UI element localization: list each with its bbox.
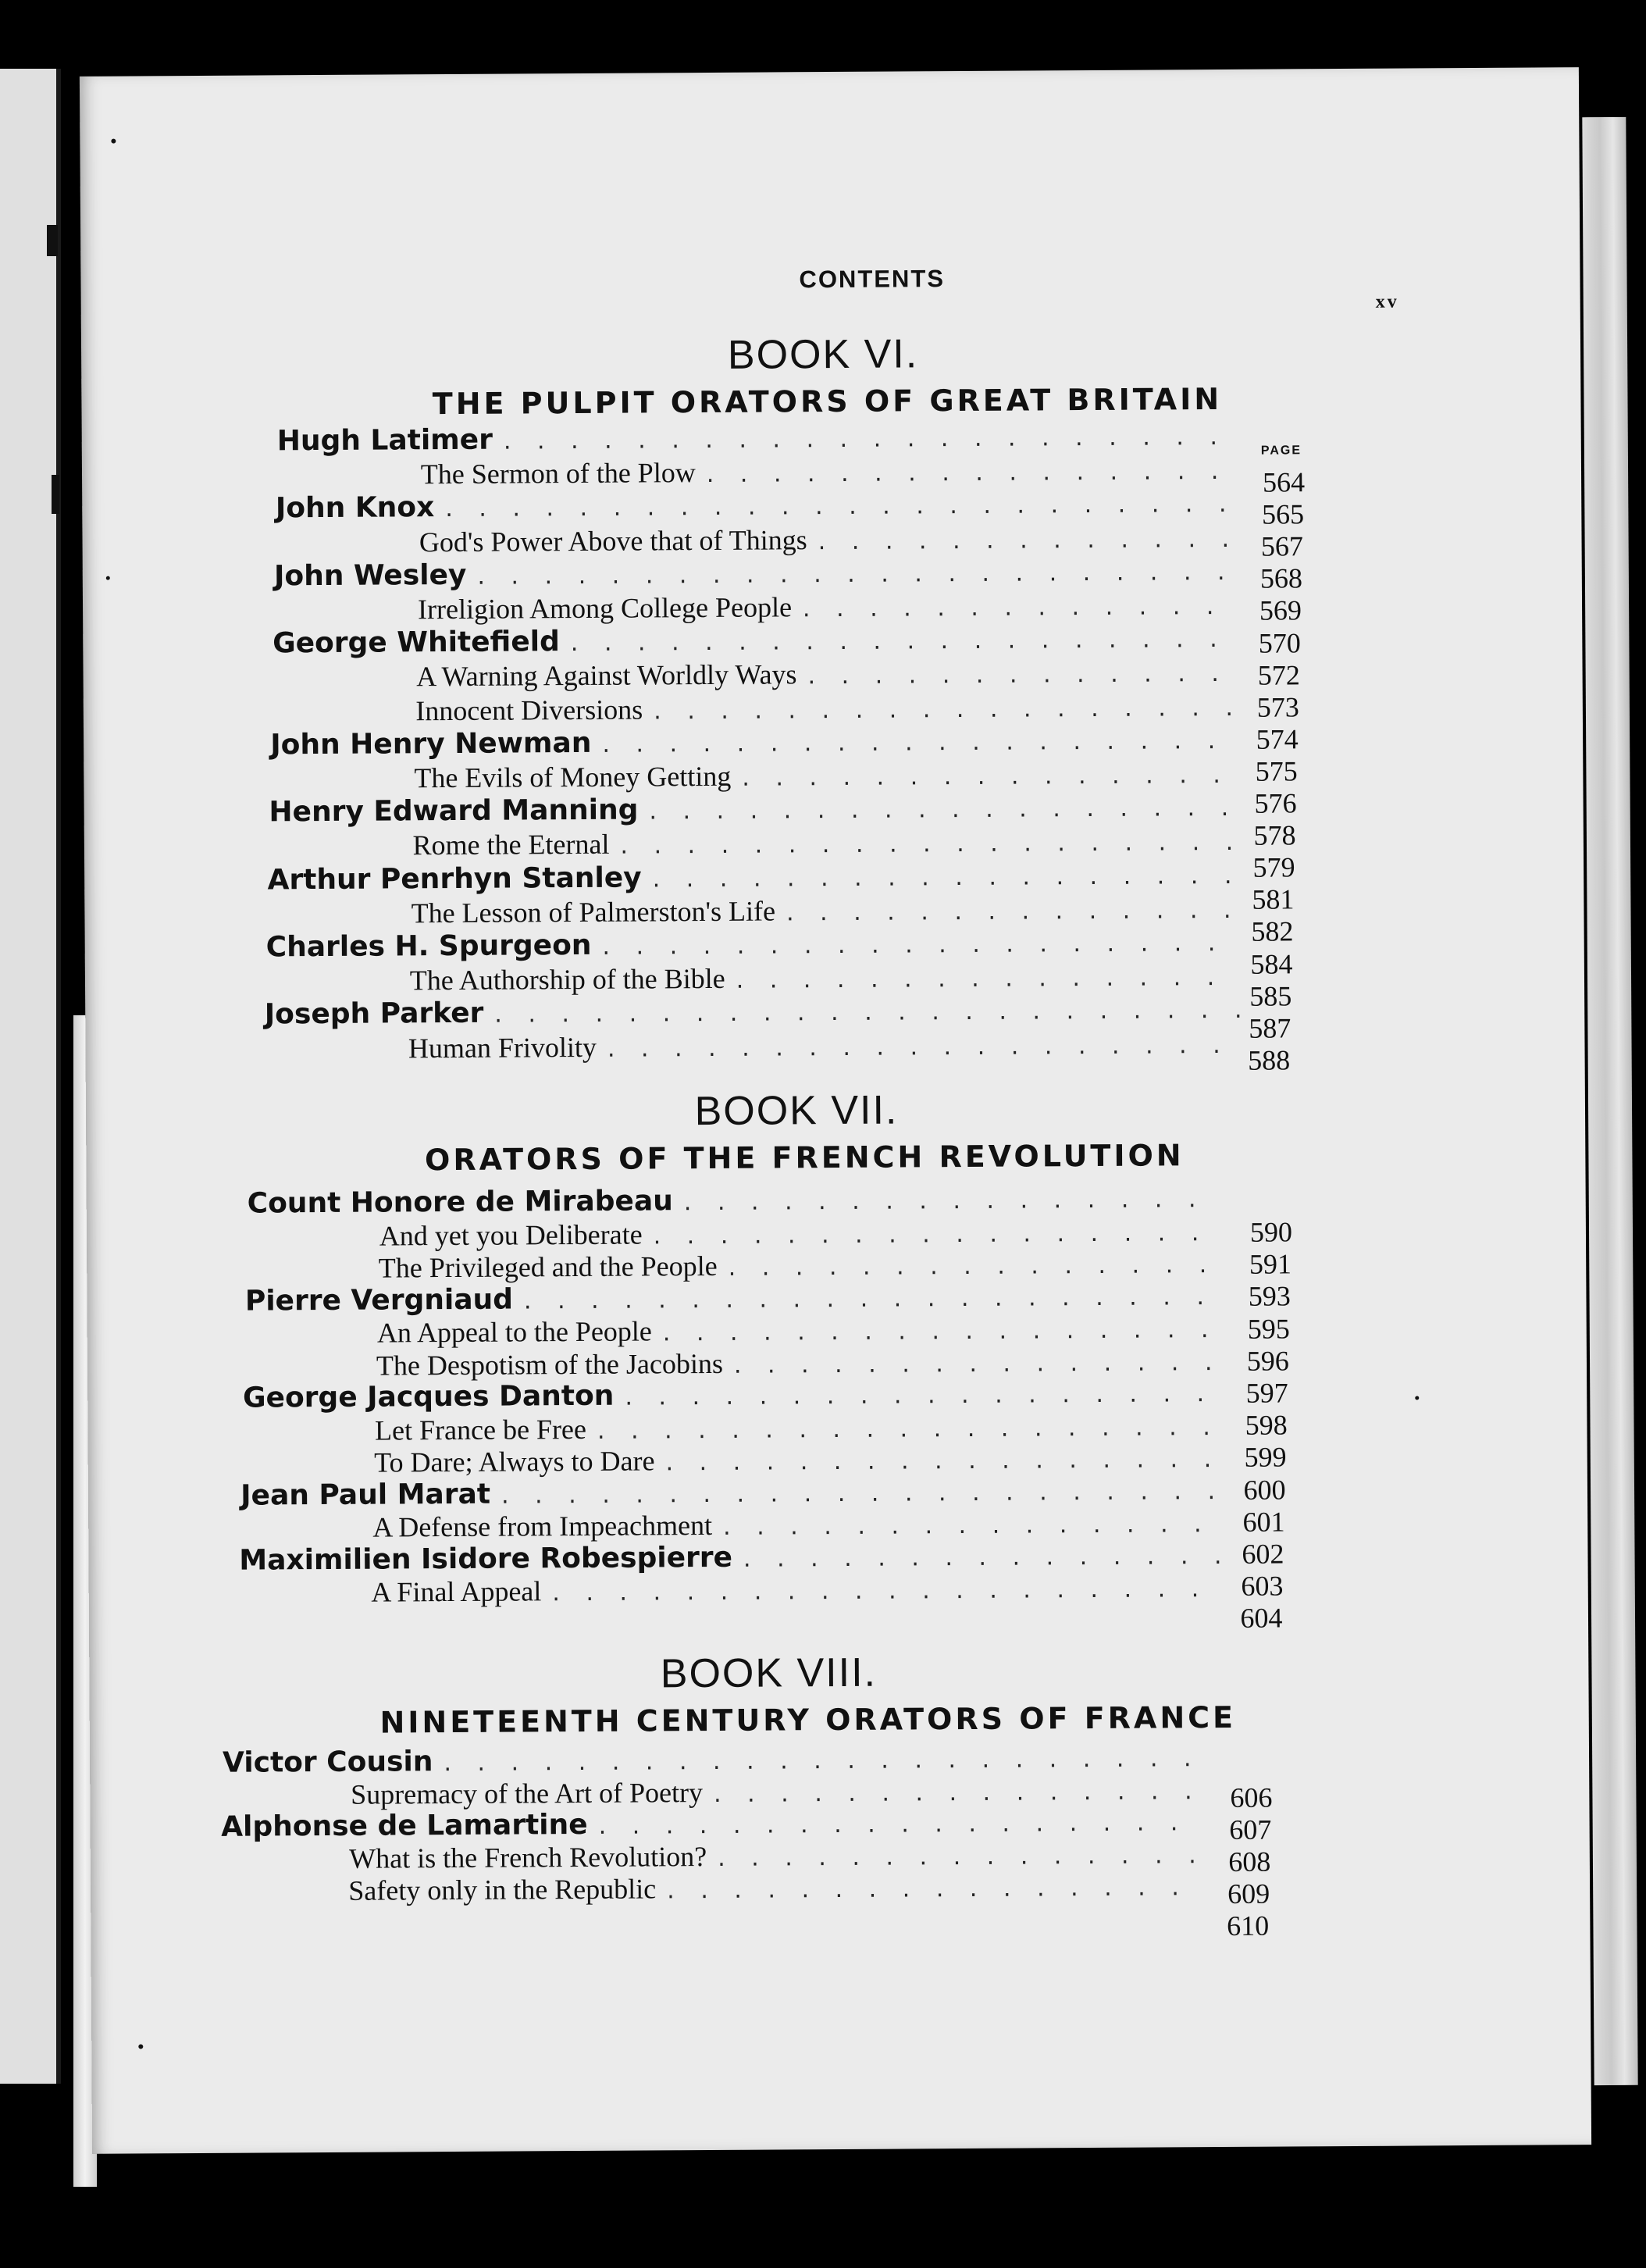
speech-title: Innocent Diversions: [415, 694, 643, 726]
page-number: 576: [1254, 787, 1297, 819]
speech-title: The Despotism of the Jacobins: [376, 1347, 724, 1382]
dot-leader: [742, 761, 1239, 792]
speech-entry: [410, 959, 1241, 997]
dot-leader: [723, 1510, 1220, 1541]
page-number: 599: [1244, 1441, 1287, 1474]
page-edge: [1582, 117, 1637, 2085]
speech-title: Supremacy of the Art of Poetry: [351, 1777, 704, 1810]
page-number: 601: [1242, 1506, 1285, 1538]
running-head: CONTENTS: [799, 265, 946, 294]
speech-entry: [372, 1506, 1220, 1544]
dot-leader: [571, 626, 1239, 657]
speech-title: A Warning Against Worldly Ways: [416, 658, 797, 693]
orator-name: Pierre Vergniaud: [244, 1283, 514, 1318]
orator-entry: [267, 858, 1240, 896]
dot-leader: [625, 1380, 1220, 1411]
dot-leader: [501, 1477, 1220, 1509]
speech-title: God's Power Above that of Things: [419, 523, 807, 558]
page-number: 606: [1230, 1781, 1273, 1813]
orator-entry: [243, 1376, 1220, 1414]
orator-entry: [269, 790, 1239, 829]
orator-name: George Jacques Danton: [242, 1379, 615, 1414]
dot-leader: [736, 964, 1241, 994]
orator-name: Jean Paul Marat: [240, 1478, 491, 1512]
dot-leader: [684, 1186, 1219, 1216]
dot-leader: [599, 1809, 1199, 1840]
speech-entry: [418, 588, 1238, 626]
page-number: 593: [1248, 1280, 1291, 1313]
dot-leader: [445, 490, 1238, 522]
dot-leader: [807, 660, 1238, 690]
dot-leader: [552, 1575, 1221, 1606]
dot-leader: [665, 1446, 1220, 1476]
page-number: 569: [1259, 594, 1302, 627]
orator-name: Hugh Latimer: [276, 423, 493, 458]
dot-leader: [663, 1316, 1220, 1346]
page-number: 567: [1260, 530, 1304, 562]
page-number: 585: [1249, 980, 1292, 1012]
speech-title: A Final Appeal: [371, 1575, 542, 1608]
page-number: 603: [1241, 1570, 1284, 1603]
page-number: 610: [1227, 1910, 1270, 1942]
speech-title: The Privileged and the People: [378, 1250, 718, 1284]
book-subtitle: ORATORS OF THE FRENCH REVOLUTION: [424, 1138, 1185, 1178]
page-column-label: PAGE: [1260, 444, 1302, 458]
page-number: 575: [1255, 755, 1298, 787]
page-number: 607: [1229, 1813, 1272, 1845]
dot-leader: [524, 1283, 1220, 1314]
page-number: 572: [1257, 658, 1300, 691]
dot-leader: [818, 525, 1238, 555]
book-subtitle: THE PULPIT ORATORS OF GREAT BRITAIN: [432, 381, 1223, 422]
page-number: 564: [1262, 466, 1306, 498]
speech-entry: [419, 520, 1238, 558]
orator-name: George Whitefield: [273, 626, 560, 660]
speech-title: To Dare; Always to Dare: [374, 1445, 655, 1478]
speech-entry: [376, 1344, 1220, 1382]
speech-entry: [416, 655, 1239, 693]
page-number: 604: [1240, 1602, 1283, 1635]
orator-name: Joseph Parker: [264, 997, 484, 1031]
dot-leader: [653, 861, 1241, 893]
dot-leader: [477, 558, 1238, 590]
dot-leader: [707, 458, 1238, 488]
dot-leader: [714, 1778, 1199, 1808]
speech-entry: [375, 1408, 1220, 1446]
orator-name: Henry Edward Manning: [269, 793, 639, 829]
page-number: 582: [1251, 915, 1294, 948]
speech-entry: [412, 892, 1241, 929]
dot-leader: [803, 593, 1238, 622]
dot-leader: [620, 829, 1240, 860]
speech-entry: [414, 757, 1239, 794]
book-heading: BOOK VIII.: [660, 1649, 878, 1697]
orator-name: Count Honore de Mirabeau: [247, 1185, 673, 1220]
dot-leader: [597, 1413, 1220, 1444]
speech-title: A Defense from Impeachment: [372, 1509, 713, 1543]
speech-title: Irreligion Among College People: [417, 591, 793, 626]
page-number: 584: [1250, 947, 1293, 980]
speech-entry: [374, 1441, 1220, 1479]
book-heading: BOOK VII.: [694, 1087, 899, 1135]
dot-leader: [786, 897, 1241, 927]
speech-title: The Lesson of Palmerston's Life: [411, 895, 776, 929]
page-number: 579: [1252, 851, 1295, 883]
page-number: 602: [1242, 1538, 1284, 1570]
orator-entry: [277, 419, 1238, 458]
speech-entry: [371, 1571, 1221, 1609]
page-number: 581: [1252, 883, 1295, 916]
speech-title: The Sermon of the Plow: [420, 457, 696, 490]
speech-title: Safety only in the Republic: [348, 1873, 657, 1906]
page-number: 573: [1256, 691, 1299, 723]
orator-name: John Henry Newman: [270, 726, 592, 761]
paper-speck: [1415, 1396, 1419, 1400]
page-folio: xv: [1375, 291, 1399, 312]
book-subtitle: NINETEENTH CENTURY ORATORS OF FRANCE: [379, 1699, 1237, 1740]
speech-entry: [379, 1246, 1220, 1285]
page-number: 568: [1259, 562, 1303, 594]
speech-title: An Appeal to the People: [376, 1315, 652, 1349]
speech-title: The Authorship of the Bible: [409, 963, 725, 997]
orator-entry: [273, 622, 1238, 660]
orator-entry: [274, 555, 1238, 593]
page-number: 588: [1248, 1044, 1291, 1076]
dot-leader: [607, 1031, 1242, 1062]
speech-entry: [348, 1869, 1199, 1907]
speech-entry: [408, 1026, 1242, 1064]
dot-leader: [494, 997, 1241, 1029]
book-heading: BOOK VI.: [727, 331, 919, 378]
page-number: 596: [1246, 1345, 1289, 1377]
orator-entry: [276, 487, 1238, 525]
dot-leader: [734, 1349, 1220, 1379]
page-number: 578: [1253, 819, 1296, 851]
paper-speck: [106, 576, 110, 580]
orator-name: Charles H. Spurgeon: [265, 929, 592, 964]
contents-page: [80, 67, 1591, 2154]
dot-leader: [743, 1542, 1221, 1572]
page-number: 590: [1249, 1216, 1293, 1248]
dot-leader: [649, 794, 1239, 826]
dot-leader: [444, 1745, 1199, 1777]
orator-entry: [266, 925, 1241, 964]
dot-leader: [602, 727, 1239, 758]
orator-entry: [270, 723, 1239, 761]
facing-page-edge: [0, 69, 61, 2084]
dot-leader: [654, 1219, 1219, 1250]
speech-entry: [379, 1214, 1219, 1253]
page-number: 595: [1247, 1313, 1290, 1345]
page-number: 587: [1249, 1012, 1292, 1044]
speech-title: And yet you Deliberate: [379, 1218, 643, 1252]
dot-leader: [729, 1251, 1220, 1282]
page-number: 591: [1249, 1248, 1292, 1280]
page-number: 597: [1245, 1377, 1288, 1409]
dot-leader: [504, 423, 1238, 455]
orator-name: Victor Cousin: [222, 1746, 433, 1779]
dot-leader: [654, 694, 1239, 725]
orator-name: Maximilien Isidore Robespierre: [239, 1541, 733, 1577]
speech-title: Human Frivolity: [408, 1031, 597, 1064]
page-number: 600: [1243, 1474, 1286, 1506]
page-number: 598: [1245, 1409, 1288, 1441]
orator-name: Arthur Penrhyn Stanley: [267, 861, 642, 897]
dot-leader: [718, 1842, 1199, 1872]
speech-entry: [421, 453, 1238, 490]
speech-title: Let France be Free: [374, 1413, 587, 1446]
page-number: 565: [1261, 498, 1305, 530]
paper-speck: [111, 139, 116, 144]
orator-entry: [240, 1473, 1220, 1511]
page-number: 609: [1227, 1878, 1270, 1910]
speech-entry: [412, 824, 1240, 861]
speech-title: The Evils of Money Getting: [414, 760, 732, 794]
dot-leader: [602, 929, 1240, 961]
orator-entry: [248, 1182, 1219, 1220]
orator-entry: [245, 1279, 1220, 1318]
orator-name: John Knox: [275, 491, 435, 525]
orator-name: John Wesley: [273, 558, 467, 593]
page-number: 608: [1228, 1845, 1271, 1878]
page-number: 574: [1256, 723, 1299, 755]
speech-title: Rome the Eternal: [412, 829, 610, 861]
speech-entry: [415, 689, 1239, 726]
dot-leader: [667, 1874, 1199, 1904]
orator-entry: [265, 993, 1242, 1031]
orator-name: Alphonse de Lamartine: [221, 1808, 588, 1843]
page-number: 570: [1258, 626, 1301, 659]
orator-entry: [239, 1538, 1220, 1576]
speech-entry: [377, 1311, 1220, 1350]
speech-title: What is the French Revolution?: [349, 1841, 707, 1874]
paper-speck: [138, 2044, 143, 2049]
